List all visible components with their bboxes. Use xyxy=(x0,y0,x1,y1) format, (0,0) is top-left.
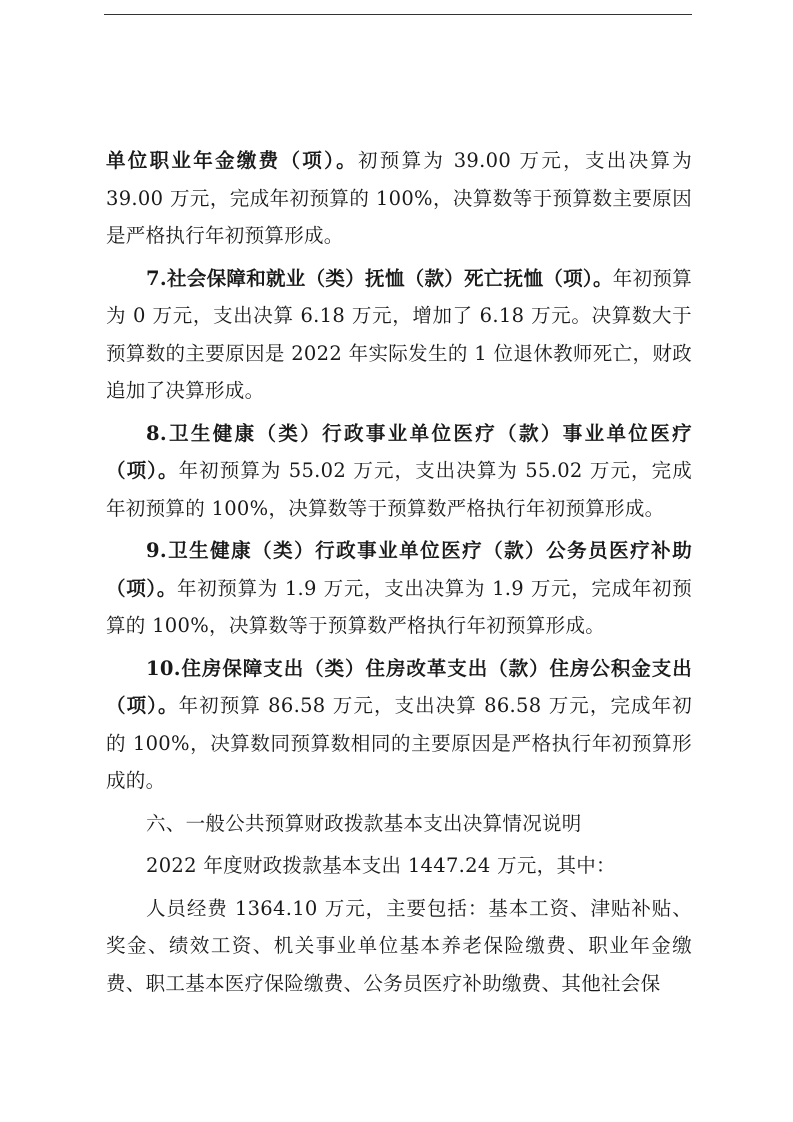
paragraph-civil-servant-medical xyxy=(106,532,692,645)
paragraph-death-pension xyxy=(106,260,692,410)
header-rule xyxy=(104,14,692,15)
paragraph-text: 年初预算 86.58 万元，支出决算 86.58 万元，完成年初的 100%，决算数同预算数相同的主要原因是严格执行年初预算形成的。 xyxy=(106,694,693,792)
paragraph-occupational-annuity xyxy=(106,142,692,255)
paragraph-text: 初预算为 39.00 万元，支出决算为 39.00 万元，完成年初预算的 100%，决算数等于预算数主要原因是严格执行年初预算形成。 xyxy=(106,149,693,247)
paragraph-text: 年初预算为 0 万元，支出决算 6.18 万元，增加了 6.18 万元。决算数大于预算数的主要原因是 2022 年实际发生的 1 位退休教师死亡，财政追加了决算形成。 xyxy=(106,266,693,402)
paragraph-heading: 8.卫生健康（类）行政事业单位医疗（款）事业单位医疗（项）。 xyxy=(106,421,692,482)
personnel-paragraph: 人员经费 1364.10 万元，主要包括：基本工资、津贴补贴、奖金、绩效工资、机关事业单位基本养老保险缴费、职业年金缴费、职工基本医疗保险缴费、公务员医疗补助缴费、其他社会保 xyxy=(106,896,692,995)
summary-line: 2022 年度财政拨款基本支出 1447.24 万元，其中： xyxy=(146,854,616,877)
page-body xyxy=(106,142,692,1007)
paragraph-heading: 单位职业年金缴费（项）。 xyxy=(106,149,358,172)
paragraph-text: 年初预算为 1.9 万元，支出决算为 1.9 万元，完成年初预算的 100%，决算数等于预算数严格执行年初预算形成。 xyxy=(106,576,692,637)
paragraph-heading: 10.住房保障支出（类）住房改革支出（款）住房公积金支出（项）。 xyxy=(106,656,692,717)
paragraph-heading: 7.社会保障和就业（类）抚恤（款）死亡抚恤（项）。 xyxy=(146,266,613,290)
section-heading: 六、一般公共预算财政拨款基本支出决算情况说明 xyxy=(146,811,582,835)
paragraph-heading: 9.卫生健康（类）行政事业单位医疗（款）公务员医疗补助（项）。 xyxy=(106,539,692,600)
paragraph-institution-medical xyxy=(106,415,692,528)
paragraph-housing-fund xyxy=(106,650,692,800)
paragraph-text: 年初预算为 55.02 万元，支出决算为 55.02 万元，完成年初预算的 100%，决算数等于预算数严格执行年初预算形成。 xyxy=(106,459,693,520)
